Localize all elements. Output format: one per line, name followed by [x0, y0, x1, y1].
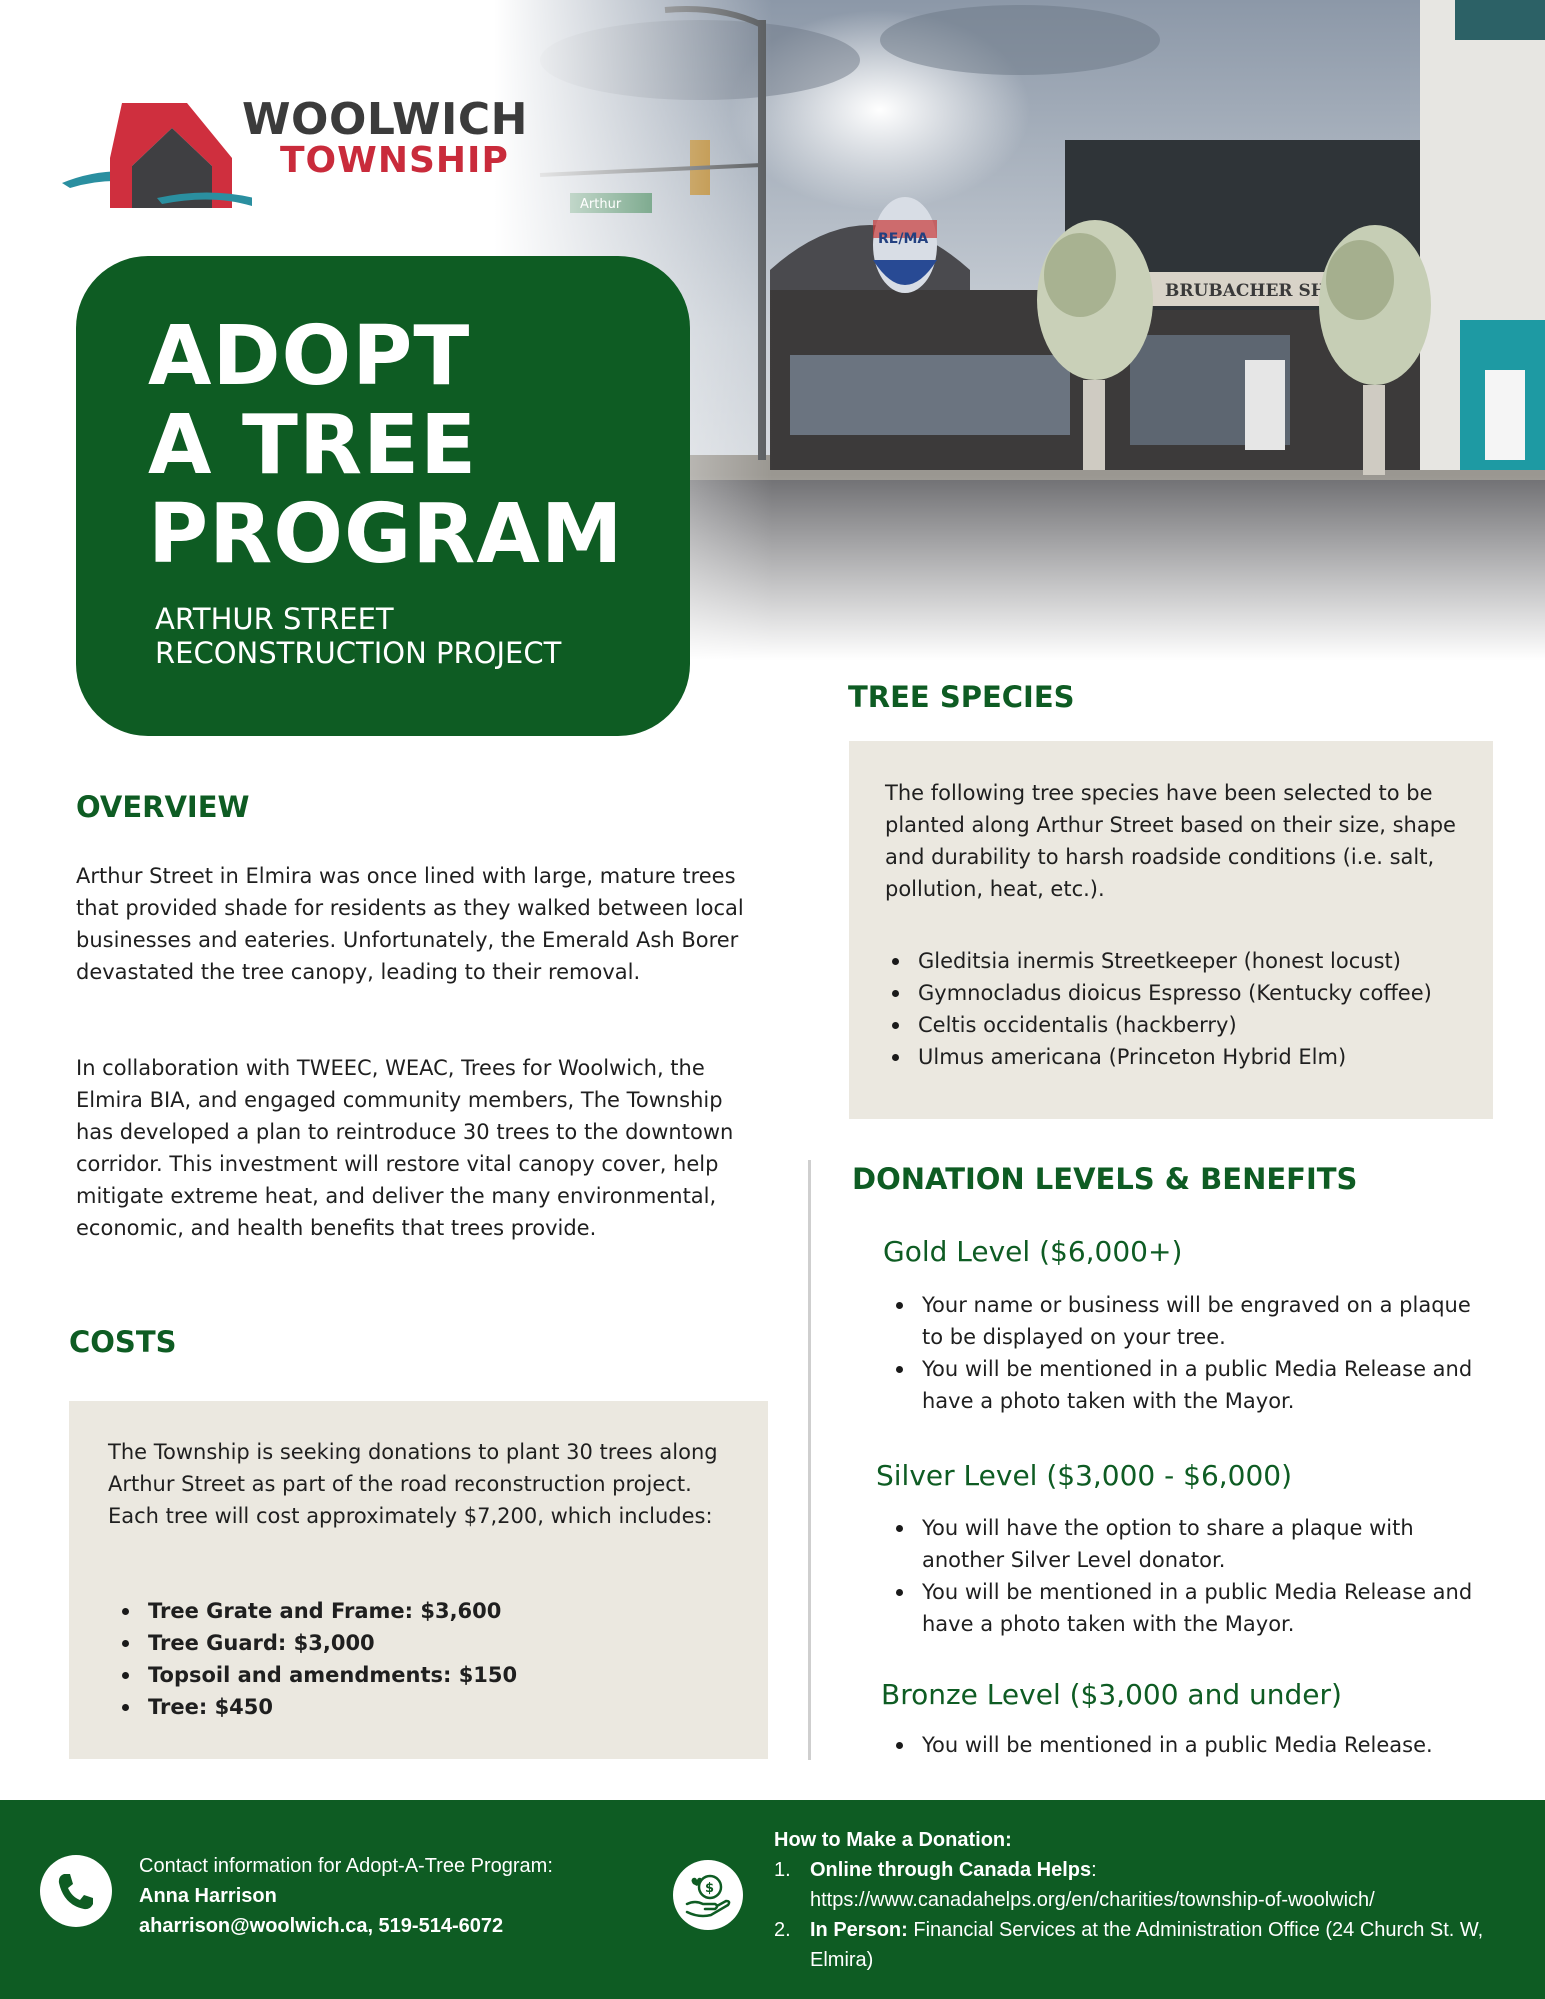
subtitle-line-2: RECONSTRUCTION PROJECT: [155, 636, 562, 670]
bronze-level-title: Bronze Level ($3,000 and under): [881, 1678, 1342, 1711]
list-item: Tree Guard: $3,000: [116, 1627, 716, 1659]
donation-steps: [774, 1855, 1514, 1975]
silver-level-list: [890, 1512, 1490, 1640]
contact-details: aharrison@woolwich.ca, 519-514-6072: [139, 1915, 504, 1937]
list-item: Gleditsia inermis Streetkeeper (honest locust): [886, 945, 1486, 977]
list-item: Celtis occidentalis (hackberry): [886, 1009, 1486, 1041]
costs-heading: COSTS: [69, 1325, 177, 1359]
title-line-3: PROGRAM: [148, 487, 624, 582]
donation-hand-icon: [673, 1860, 743, 1930]
list-item: Gymnocladus dioicus Espresso (Kentucky coffee): [886, 977, 1486, 1009]
donation-instructions: [774, 1825, 1514, 1975]
svg-text:$: $: [705, 1881, 715, 1896]
contact-label: Contact information for Adopt-A-Tree Program:: [139, 1855, 553, 1877]
tree-species-heading: TREE SPECIES: [848, 680, 1075, 714]
logo-township: TOWNSHIP: [280, 140, 509, 181]
donation-step-online: 1. Online through Canada Helps: https://www.canadahelps.org/en/charities/township-of-woolwich/: [774, 1859, 1375, 1911]
contact-name: Anna Harrison: [139, 1885, 277, 1907]
column-divider: [808, 1160, 811, 1760]
list-item: You will be mentioned in a public Media Release and have a photo taken with the Mayor.: [890, 1353, 1490, 1417]
overview-heading: OVERVIEW: [76, 790, 250, 824]
overview-paragraph-2: In collaboration with TWEEC, WEAC, Trees for Woolwich, the Elmira BIA, and engaged community members, The Township has developed a plan to reintroduce 30 trees to the downtown corridor. This investment will restore vital canopy cover, help mitigate extreme heat, and deliver the many environmental, economic, and health benefits that trees provide.: [76, 1056, 734, 1240]
gold-level-title: Gold Level ($6,000+): [883, 1235, 1183, 1268]
tree-species-intro: The following tree species have been selected to be planted along Arthur Street based on their size, shape and durability to harsh roadside conditions (i.e. salt, pollution, heat, etc.).: [885, 781, 1456, 901]
phone-icon: [40, 1855, 112, 1927]
list-item: Your name or business will be engraved on a plaque to be displayed on your tree.: [890, 1289, 1490, 1353]
page-title: [148, 309, 624, 582]
list-item: Topsoil and amendments: $150: [116, 1659, 716, 1691]
title-line-2: A TREE: [148, 398, 478, 493]
canadahelps-link[interactable]: https://www.canadahelps.org/en/charities/township-of-woolwich/: [810, 1889, 1375, 1911]
logo-woolwich: WOOLWICH: [242, 94, 528, 145]
list-item: You will have the option to share a plaque with another Silver Level donator.: [890, 1512, 1490, 1576]
woolwich-township-logo: [62, 88, 528, 213]
title-line-1: ADOPT: [148, 309, 471, 404]
costs-intro: The Township is seeking donations to plant 30 trees along Arthur Street as part of the road reconstruction project. Each tree will cost approximately $7,200, which includes:: [108, 1440, 718, 1528]
page-subtitle: [155, 602, 561, 670]
how-to-donate-heading: How to Make a Donation:: [774, 1829, 1012, 1851]
overview-paragraph-1: Arthur Street in Elmira was once lined with large, mature trees that provided shade for residents as they walked between local businesses and eateries. Unfortunately, the Emerald Ash Borer devastated the tree canopy, leading to their removal.: [76, 864, 744, 984]
list-item: Tree Grate and Frame: $3,600: [116, 1595, 716, 1627]
donation-levels-heading: DONATION LEVELS & BENEFITS: [852, 1162, 1358, 1196]
list-item: You will be mentioned in a public Media Release and have a photo taken with the Mayor.: [890, 1576, 1490, 1640]
subtitle-line-1: ARTHUR STREET: [155, 602, 394, 636]
bronze-level-list: [890, 1729, 1510, 1761]
contact-info: [139, 1851, 659, 1941]
silver-level-title: Silver Level ($3,000 - $6,000): [876, 1459, 1293, 1492]
covered-bridge-icon: [62, 88, 252, 213]
tree-species-list: [886, 945, 1486, 1073]
gold-level-list: [890, 1289, 1490, 1417]
costs-list: [116, 1595, 716, 1723]
list-item: Ulmus americana (Princeton Hybrid Elm): [886, 1041, 1486, 1073]
donation-step-in-person: 2. In Person: Financial Services at the Administration Office (24 Church St. W, Elmira): [774, 1919, 1484, 1971]
list-item: Tree: $450: [116, 1691, 716, 1723]
list-item: You will be mentioned in a public Media Release.: [890, 1729, 1510, 1761]
footer: [0, 1800, 1545, 1999]
